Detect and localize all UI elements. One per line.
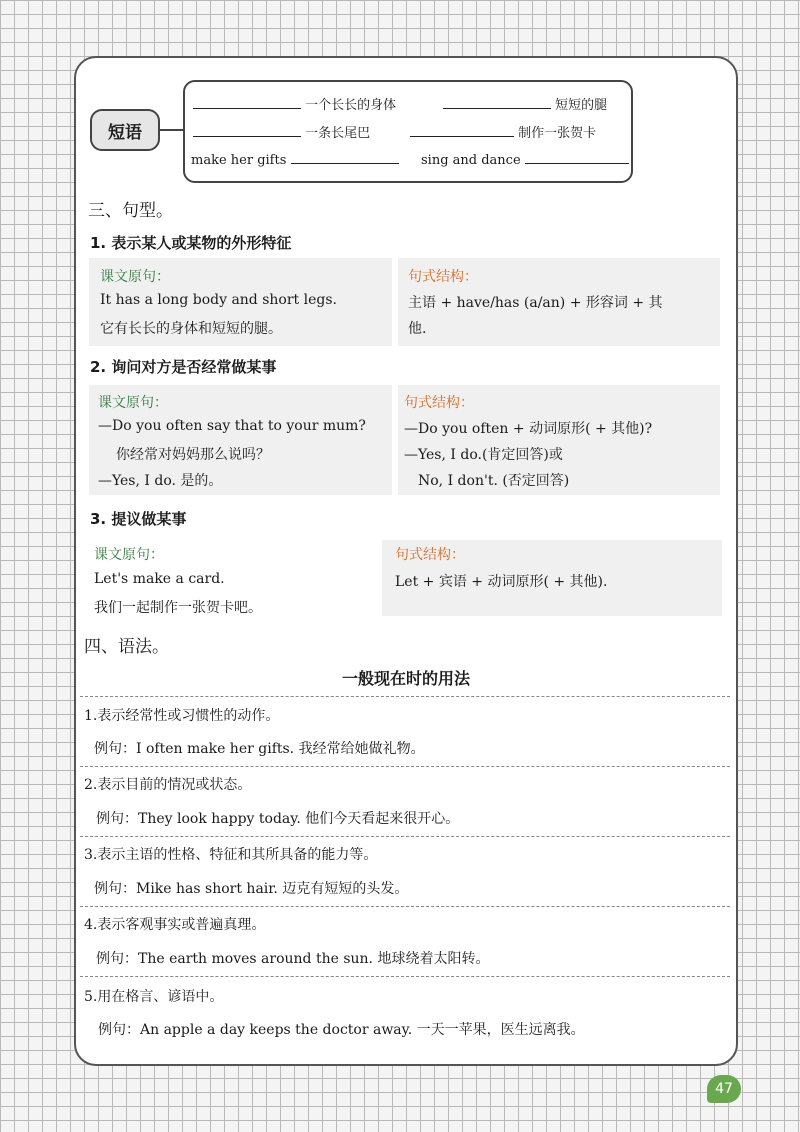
- phrase-row-3-right: [421, 151, 629, 168]
- phrase-label-text: 短语: [108, 122, 142, 143]
- grammar-rule-3: 3.表示主语的性格、特征和其所具备的能力等。: [84, 847, 378, 863]
- phrase-text: 一个长长的身体: [305, 98, 397, 113]
- item2-right-line1: —Do you often + 动词原形( + 其他)?: [404, 421, 653, 437]
- divider: [80, 976, 730, 977]
- grammar-example-2: 例句：They look happy today. 他们今天看起来很开心。: [96, 811, 460, 827]
- divider: [80, 836, 730, 837]
- item3-left-label: 课文原句：: [94, 547, 164, 563]
- answer-blank[interactable]: [193, 96, 301, 109]
- grammar-example-5: 例句：An apple a day keeps the doctor away. 一天一苹果，医生远离我。: [98, 1022, 585, 1038]
- grammar-example-3: 例句：Mike has short hair. 迈克有短短的头发。: [94, 881, 409, 897]
- grammar-rule-4: 4.表示客观事实或普遍真理。: [84, 917, 266, 933]
- item1-left-label: 课文原句：: [100, 269, 170, 285]
- answer-blank[interactable]: [443, 96, 551, 109]
- divider: [80, 696, 730, 697]
- page-number: 47: [715, 1081, 733, 1097]
- phrase-label: [90, 109, 160, 151]
- item2-right-line3: No, I don't. (否定回答): [418, 473, 570, 489]
- answer-blank[interactable]: [291, 151, 399, 164]
- item2-right-line2: —Yes, I do.(肯定回答)或: [404, 447, 563, 463]
- phrase-text: 制作一张贺卡: [518, 126, 597, 141]
- phrase-text: make her gifts: [191, 153, 287, 168]
- item2-left-label: 课文原句：: [98, 395, 168, 411]
- phrase-text: 短短的腿: [555, 98, 608, 113]
- phrase-connector: [160, 129, 184, 131]
- item3-left-line1: Let's make a card.: [94, 571, 225, 587]
- answer-blank[interactable]: [525, 151, 629, 164]
- item2-title: 2. 询问对方是否经常做某事: [90, 358, 277, 376]
- item2-left-line1: —Do you often say that to your mum?: [98, 418, 366, 434]
- phrase-row-2-right: [410, 122, 596, 141]
- item1-right-line1: 主语 + have/has (a/an) + 形容词 + 其: [408, 295, 663, 311]
- phrase-row-1-right: [443, 94, 607, 113]
- item2-left-line2: 你经常对妈妈那么说吗？: [116, 447, 270, 463]
- item3-right-label: 句式结构：: [395, 547, 465, 563]
- answer-blank[interactable]: [410, 124, 514, 137]
- phrase-row-3-left: [191, 151, 399, 168]
- phrase-row-1-left: [193, 94, 396, 113]
- answer-blank[interactable]: [193, 124, 301, 137]
- divider: [80, 906, 730, 907]
- grammar-rule-2: 2.表示目前的情况或状态。: [84, 777, 252, 793]
- grammar-title: 一般现在时的用法: [341, 669, 470, 688]
- grammar-rule-5: 5.用在格言、谚语中。: [84, 989, 224, 1005]
- item1-left-line2: 它有长长的身体和短短的腿。: [100, 321, 282, 337]
- item3-left-line2: 我们一起制作一张贺卡吧。: [94, 600, 262, 616]
- grammar-rule-1: 1.表示经常性或习惯性的动作。: [84, 708, 280, 724]
- phrase-text: 一条长尾巴: [305, 126, 371, 141]
- phrase-text: sing and dance: [421, 153, 521, 168]
- page-number-badge: [707, 1075, 741, 1103]
- item3-right-line1: Let + 宾语 + 动词原形( + 其他).: [395, 574, 608, 590]
- item1-right-label: 句式结构：: [408, 269, 478, 285]
- item1-right-line2: 他.: [408, 321, 427, 337]
- section3-title: 三、句型。: [88, 201, 173, 221]
- item1-left-line1: It has a long body and short legs.: [100, 292, 337, 308]
- section4-title: 四、语法。: [84, 637, 169, 657]
- item2-right-label: 句式结构：: [404, 395, 474, 411]
- grammar-example-4: 例句：The earth moves around the sun. 地球绕着太阳转。: [96, 951, 490, 967]
- item1-title: 1. 表示某人或某物的外形特征: [90, 234, 292, 252]
- item2-left-line3: —Yes, I do. 是的。: [98, 473, 223, 489]
- divider: [80, 766, 730, 767]
- grammar-example-1: 例句：I often make her gifts. 我经常给她做礼物。: [94, 741, 425, 757]
- item3-title: 3. 提议做某事: [90, 510, 187, 528]
- phrase-row-2-left: [193, 122, 370, 141]
